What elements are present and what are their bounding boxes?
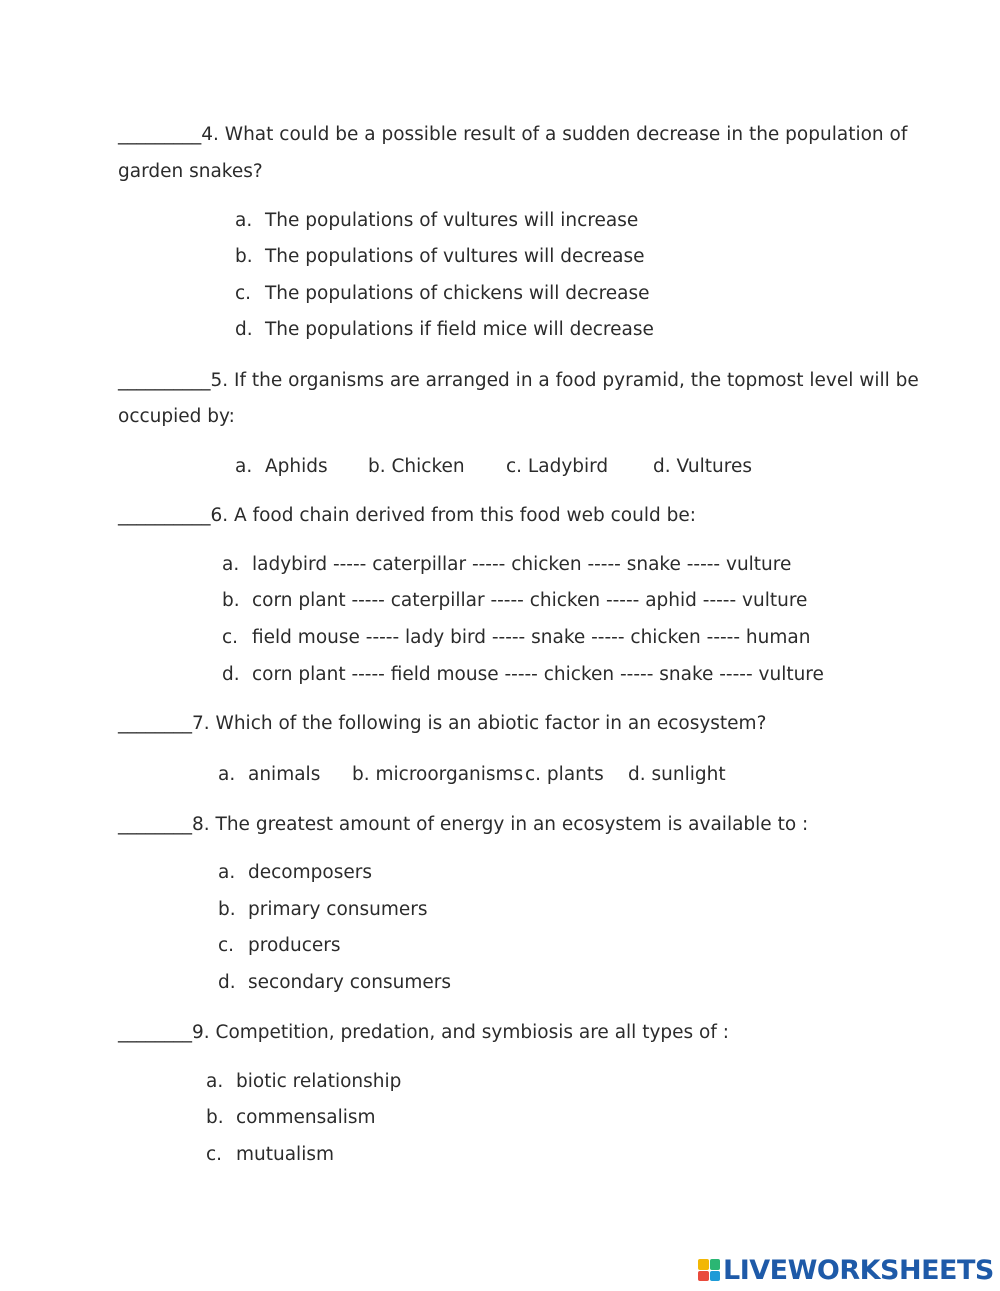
option-label: c. — [235, 283, 252, 304]
question-9-text: ________9. Competition, predation, and symbiosis are all types of : — [118, 1022, 729, 1043]
option-label: b. — [235, 246, 253, 267]
question-5-option-c: c. Ladybird — [506, 456, 609, 477]
question-7-option-c: c. plants — [525, 764, 604, 785]
question-6-option-b — [222, 590, 807, 611]
option-label: a. — [235, 456, 253, 477]
liveworksheets-logo-icon — [698, 1259, 720, 1281]
option-text: secondary consumers — [248, 972, 451, 993]
option-text: corn plant ----- field mouse ----- chicken ----- snake ----- vulture — [252, 664, 824, 685]
option-text: animals — [248, 764, 321, 785]
question-8-text: ________8. The greatest amount of energy in an ecosystem is available to : — [118, 814, 809, 835]
option-label: b. — [222, 590, 240, 611]
option-text: The populations of vultures will decrease — [265, 246, 645, 267]
option-label: d. — [218, 972, 236, 993]
option-text: The populations of chickens will decrease — [265, 283, 650, 304]
option-text: field mouse ----- lady bird ----- snake ----- chicken ----- human — [252, 627, 811, 648]
question-4-text: _________4. What could be a possible result of a sudden decrease in the population of — [118, 124, 908, 145]
question-7-option-a — [218, 764, 320, 785]
question-4-text-cont: garden snakes? — [118, 161, 263, 182]
question-7-option-b: b. microorganisms — [352, 764, 524, 785]
option-label: a. — [218, 764, 236, 785]
option-label: d. — [235, 319, 253, 340]
question-6-option-a — [222, 554, 791, 575]
question-9-option-c — [206, 1144, 334, 1165]
question-7-text: ________7. Which of the following is an abiotic factor in an ecosystem? — [118, 713, 767, 734]
question-4-option-b — [235, 246, 645, 267]
option-text: The populations of vultures will increase — [265, 210, 639, 231]
question-6-text: __________6. A food chain derived from this food web could be: — [118, 505, 696, 526]
liveworksheets-logo[interactable] — [698, 1256, 994, 1284]
option-label: c. — [222, 627, 239, 648]
option-label: a. — [235, 210, 253, 231]
option-text: decomposers — [248, 862, 372, 883]
option-label: a. — [218, 862, 236, 883]
question-4-option-c — [235, 283, 650, 304]
option-text: producers — [248, 935, 341, 956]
logo-text: LIVEWORKSHEETS — [723, 1254, 994, 1286]
option-label: b. — [218, 899, 236, 920]
question-8-option-a — [218, 862, 372, 883]
option-text: Aphids — [265, 456, 328, 477]
option-text: biotic relationship — [236, 1071, 402, 1092]
option-label: c. — [218, 935, 235, 956]
option-label: b. — [206, 1107, 224, 1128]
option-text: ladybird ----- caterpillar ----- chicken ----- snake ----- vulture — [252, 554, 792, 575]
option-text: commensalism — [236, 1107, 376, 1128]
question-5-option-d: d. Vultures — [653, 456, 752, 477]
question-8-option-c — [218, 935, 341, 956]
option-label: d. — [222, 664, 240, 685]
question-8-option-b — [218, 899, 428, 920]
question-5-text: __________5. If the organisms are arranged in a food pyramid, the topmost level will be — [118, 370, 919, 391]
option-text: corn plant ----- caterpillar ----- chicken ----- aphid ----- vulture — [252, 590, 808, 611]
question-9-option-a — [206, 1071, 401, 1092]
option-label: a. — [222, 554, 240, 575]
question-4-option-a — [235, 210, 638, 231]
question-9-option-b — [206, 1107, 376, 1128]
option-text: mutualism — [236, 1144, 335, 1165]
question-7-option-d: d. sunlight — [628, 764, 726, 785]
question-4-option-d — [235, 319, 654, 340]
option-label: c. — [206, 1144, 223, 1165]
option-text: primary consumers — [248, 899, 428, 920]
question-5-option-a — [235, 456, 328, 477]
question-5-option-b: b. Chicken — [368, 456, 465, 477]
question-5-text-cont: occupied by: — [118, 406, 235, 427]
question-6-option-d — [222, 664, 824, 685]
option-text: The populations if field mice will decrease — [265, 319, 654, 340]
option-label: a. — [206, 1071, 224, 1092]
question-8-option-d — [218, 972, 451, 993]
question-6-option-c — [222, 627, 810, 648]
